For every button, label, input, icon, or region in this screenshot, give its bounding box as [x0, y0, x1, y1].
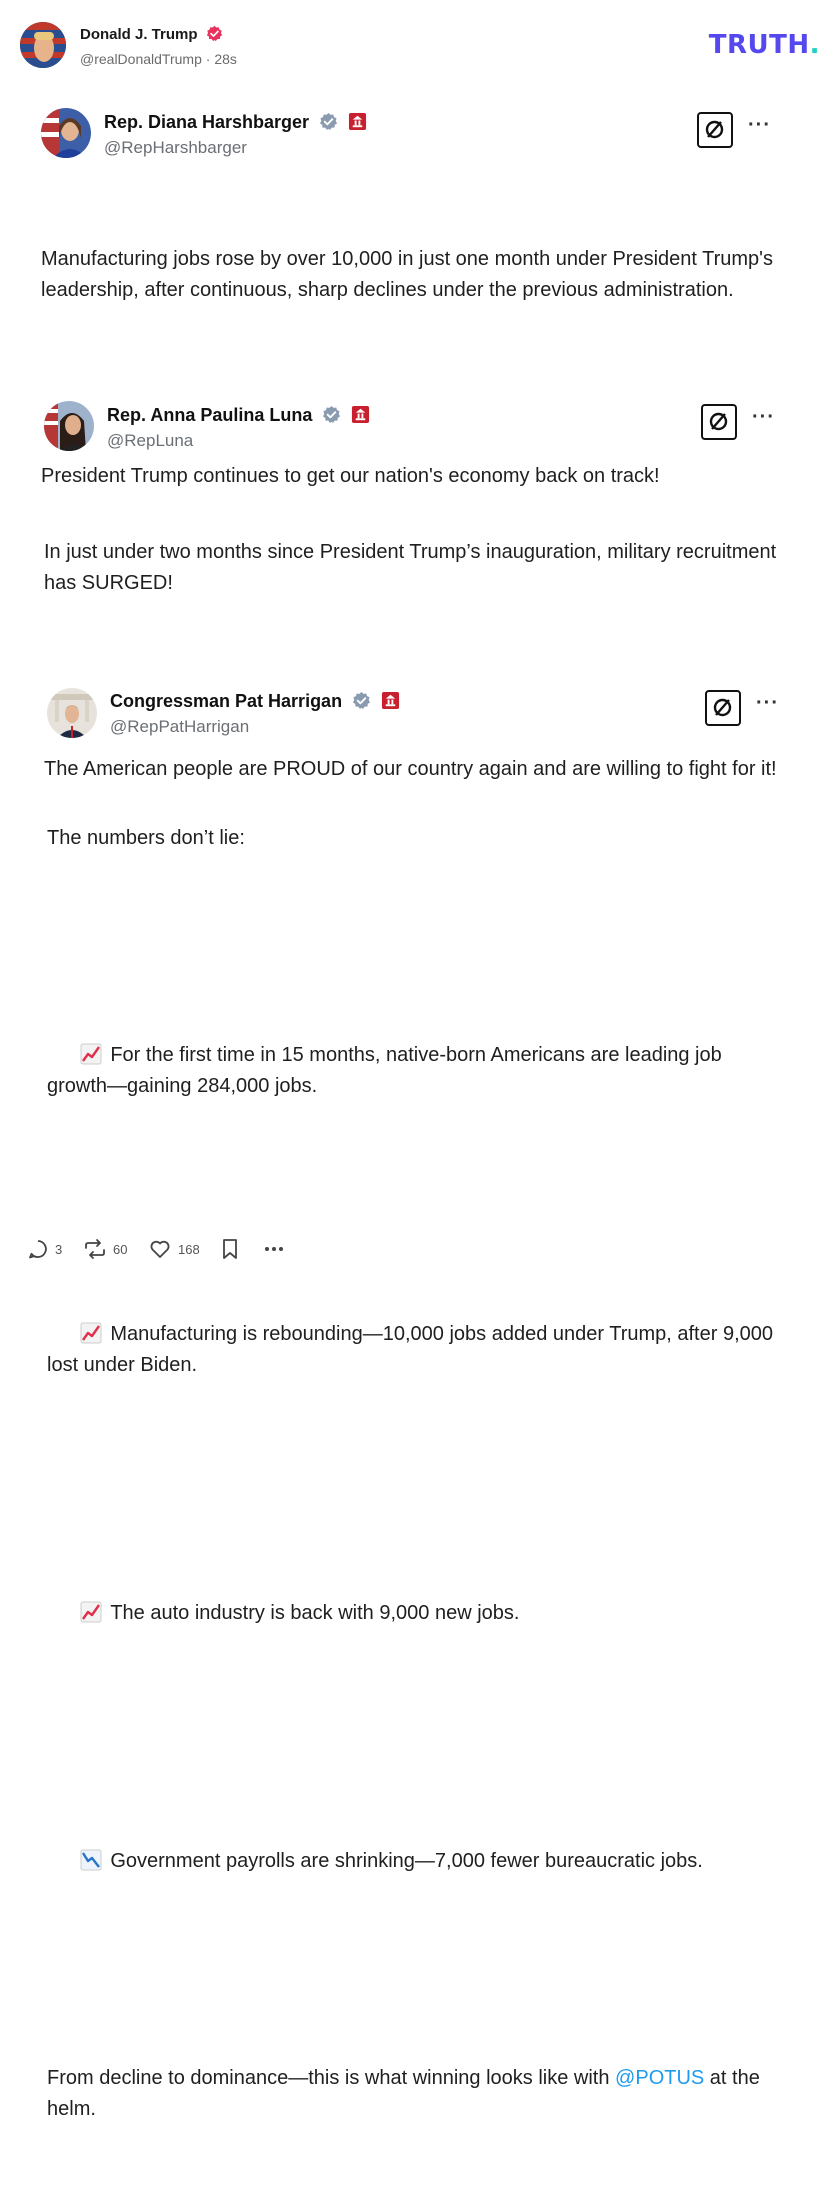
government-badge-icon: [381, 691, 400, 710]
government-badge-icon: [348, 112, 367, 131]
x-logo-icon[interactable]: [697, 112, 733, 148]
author-name[interactable]: [80, 25, 223, 43]
retruth-count: 60: [113, 1241, 128, 1257]
author-meta: [80, 51, 237, 67]
author-name-text: Donald J. Trump: [80, 26, 198, 43]
chart-increasing-icon: [80, 1043, 102, 1065]
government-badge-icon: [351, 405, 370, 424]
post-header: [20, 22, 820, 72]
embed-author-name[interactable]: [107, 405, 370, 426]
meta-separator: ·: [201, 51, 215, 67]
like-button[interactable]: [148, 1238, 200, 1260]
embed-author-name[interactable]: [104, 112, 367, 133]
embed-closing: [47, 2063, 787, 2125]
embed-intro: The numbers don’t lie:: [47, 827, 245, 849]
verified-badge-icon: [352, 691, 371, 710]
x-logo-icon[interactable]: [701, 404, 737, 440]
embed-paragraph: President Trump continues to get our nation's economy back on track!: [41, 465, 660, 487]
retruth-icon: [83, 1238, 107, 1260]
embed-bullet: [47, 1009, 787, 1133]
embed-bullet-text: Government payrolls are shrinking—7,000 fewer bureaucratic jobs.: [110, 1850, 703, 1872]
verified-badge-icon: [319, 112, 338, 131]
embed-author-name-text: Rep. Anna Paulina Luna: [107, 405, 313, 425]
truth-logo[interactable]: [709, 30, 820, 60]
bookmark-button[interactable]: [221, 1238, 239, 1260]
embed-author-name-text: Congressman Pat Harrigan: [110, 691, 343, 711]
reply-button[interactable]: [27, 1238, 62, 1260]
embed-bullet-text: The auto industry is back with 9,000 new jobs.: [110, 1602, 520, 1624]
embed-author-handle[interactable]: @RepLuna: [107, 431, 194, 450]
post-time[interactable]: 28s: [214, 51, 237, 67]
embed-bullet-text: For the first time in 15 months, native-born Americans are leading job growth—gaining 284,000 jobs.: [47, 1044, 728, 1097]
like-count: 168: [178, 1241, 200, 1257]
bookmark-icon: [221, 1238, 239, 1260]
post-more-button[interactable]: [262, 1238, 286, 1260]
more-options-icon[interactable]: ···: [756, 692, 779, 714]
author-handle[interactable]: @realDonaldTrump: [80, 51, 202, 67]
embed-avatar[interactable]: [44, 401, 94, 451]
embed-paragraph: In just under two months since President Trump’s inauguration, military recruitment has SURGED!: [44, 541, 782, 594]
chart-increasing-icon: [80, 1601, 102, 1623]
embed-bullet-text: Manufacturing is rebounding—10,000 jobs added under Trump, after 9,000 lost under Biden.: [47, 1323, 779, 1376]
embed-bullet: [47, 1288, 787, 1412]
more-options-icon: [262, 1238, 286, 1260]
author-avatar[interactable]: [20, 22, 66, 68]
more-options-icon[interactable]: ···: [752, 406, 775, 428]
verified-badge-icon: [322, 405, 341, 424]
embed-author-name[interactable]: [110, 691, 400, 712]
x-logo-icon[interactable]: [705, 690, 741, 726]
chart-increasing-icon: [80, 1322, 102, 1344]
embed-paragraph: The American people are PROUD of our country again and are willing to fight for it!: [44, 758, 777, 780]
embed-avatar[interactable]: [47, 688, 97, 738]
embed-body: [47, 761, 787, 2187]
embed-author-handle[interactable]: @RepPatHarrigan: [110, 717, 250, 736]
verified-badge-icon: [206, 25, 223, 42]
truth-logo-text: TRUTH: [708, 30, 810, 60]
chart-decreasing-icon: [80, 1849, 102, 1871]
reply-count: 3: [55, 1241, 63, 1257]
closing-text: From decline to dominance—this is what winning looks like with: [47, 2067, 610, 2089]
embed-paragraph: Manufacturing jobs rose by over 10,000 in just one month under President Trump's leadership, after continuous, sharp declines under the previous administration.: [41, 248, 779, 301]
truth-logo-dot: .: [809, 30, 820, 60]
embed-avatar[interactable]: [41, 108, 91, 158]
more-options-icon[interactable]: ···: [748, 114, 771, 136]
embed-author-name-text: Rep. Diana Harshbarger: [104, 112, 310, 132]
embed-bullet: [47, 1815, 787, 1908]
embed-author-handle[interactable]: @RepHarshbarger: [104, 138, 247, 157]
reply-icon: [27, 1238, 49, 1260]
embed-bullet: [47, 1567, 787, 1660]
closing-text-end: at the helm.: [47, 2067, 766, 2120]
retruth-button[interactable]: [83, 1238, 127, 1260]
potus-mention-link[interactable]: @POTUS: [615, 2067, 705, 2089]
heart-icon: [148, 1238, 172, 1260]
